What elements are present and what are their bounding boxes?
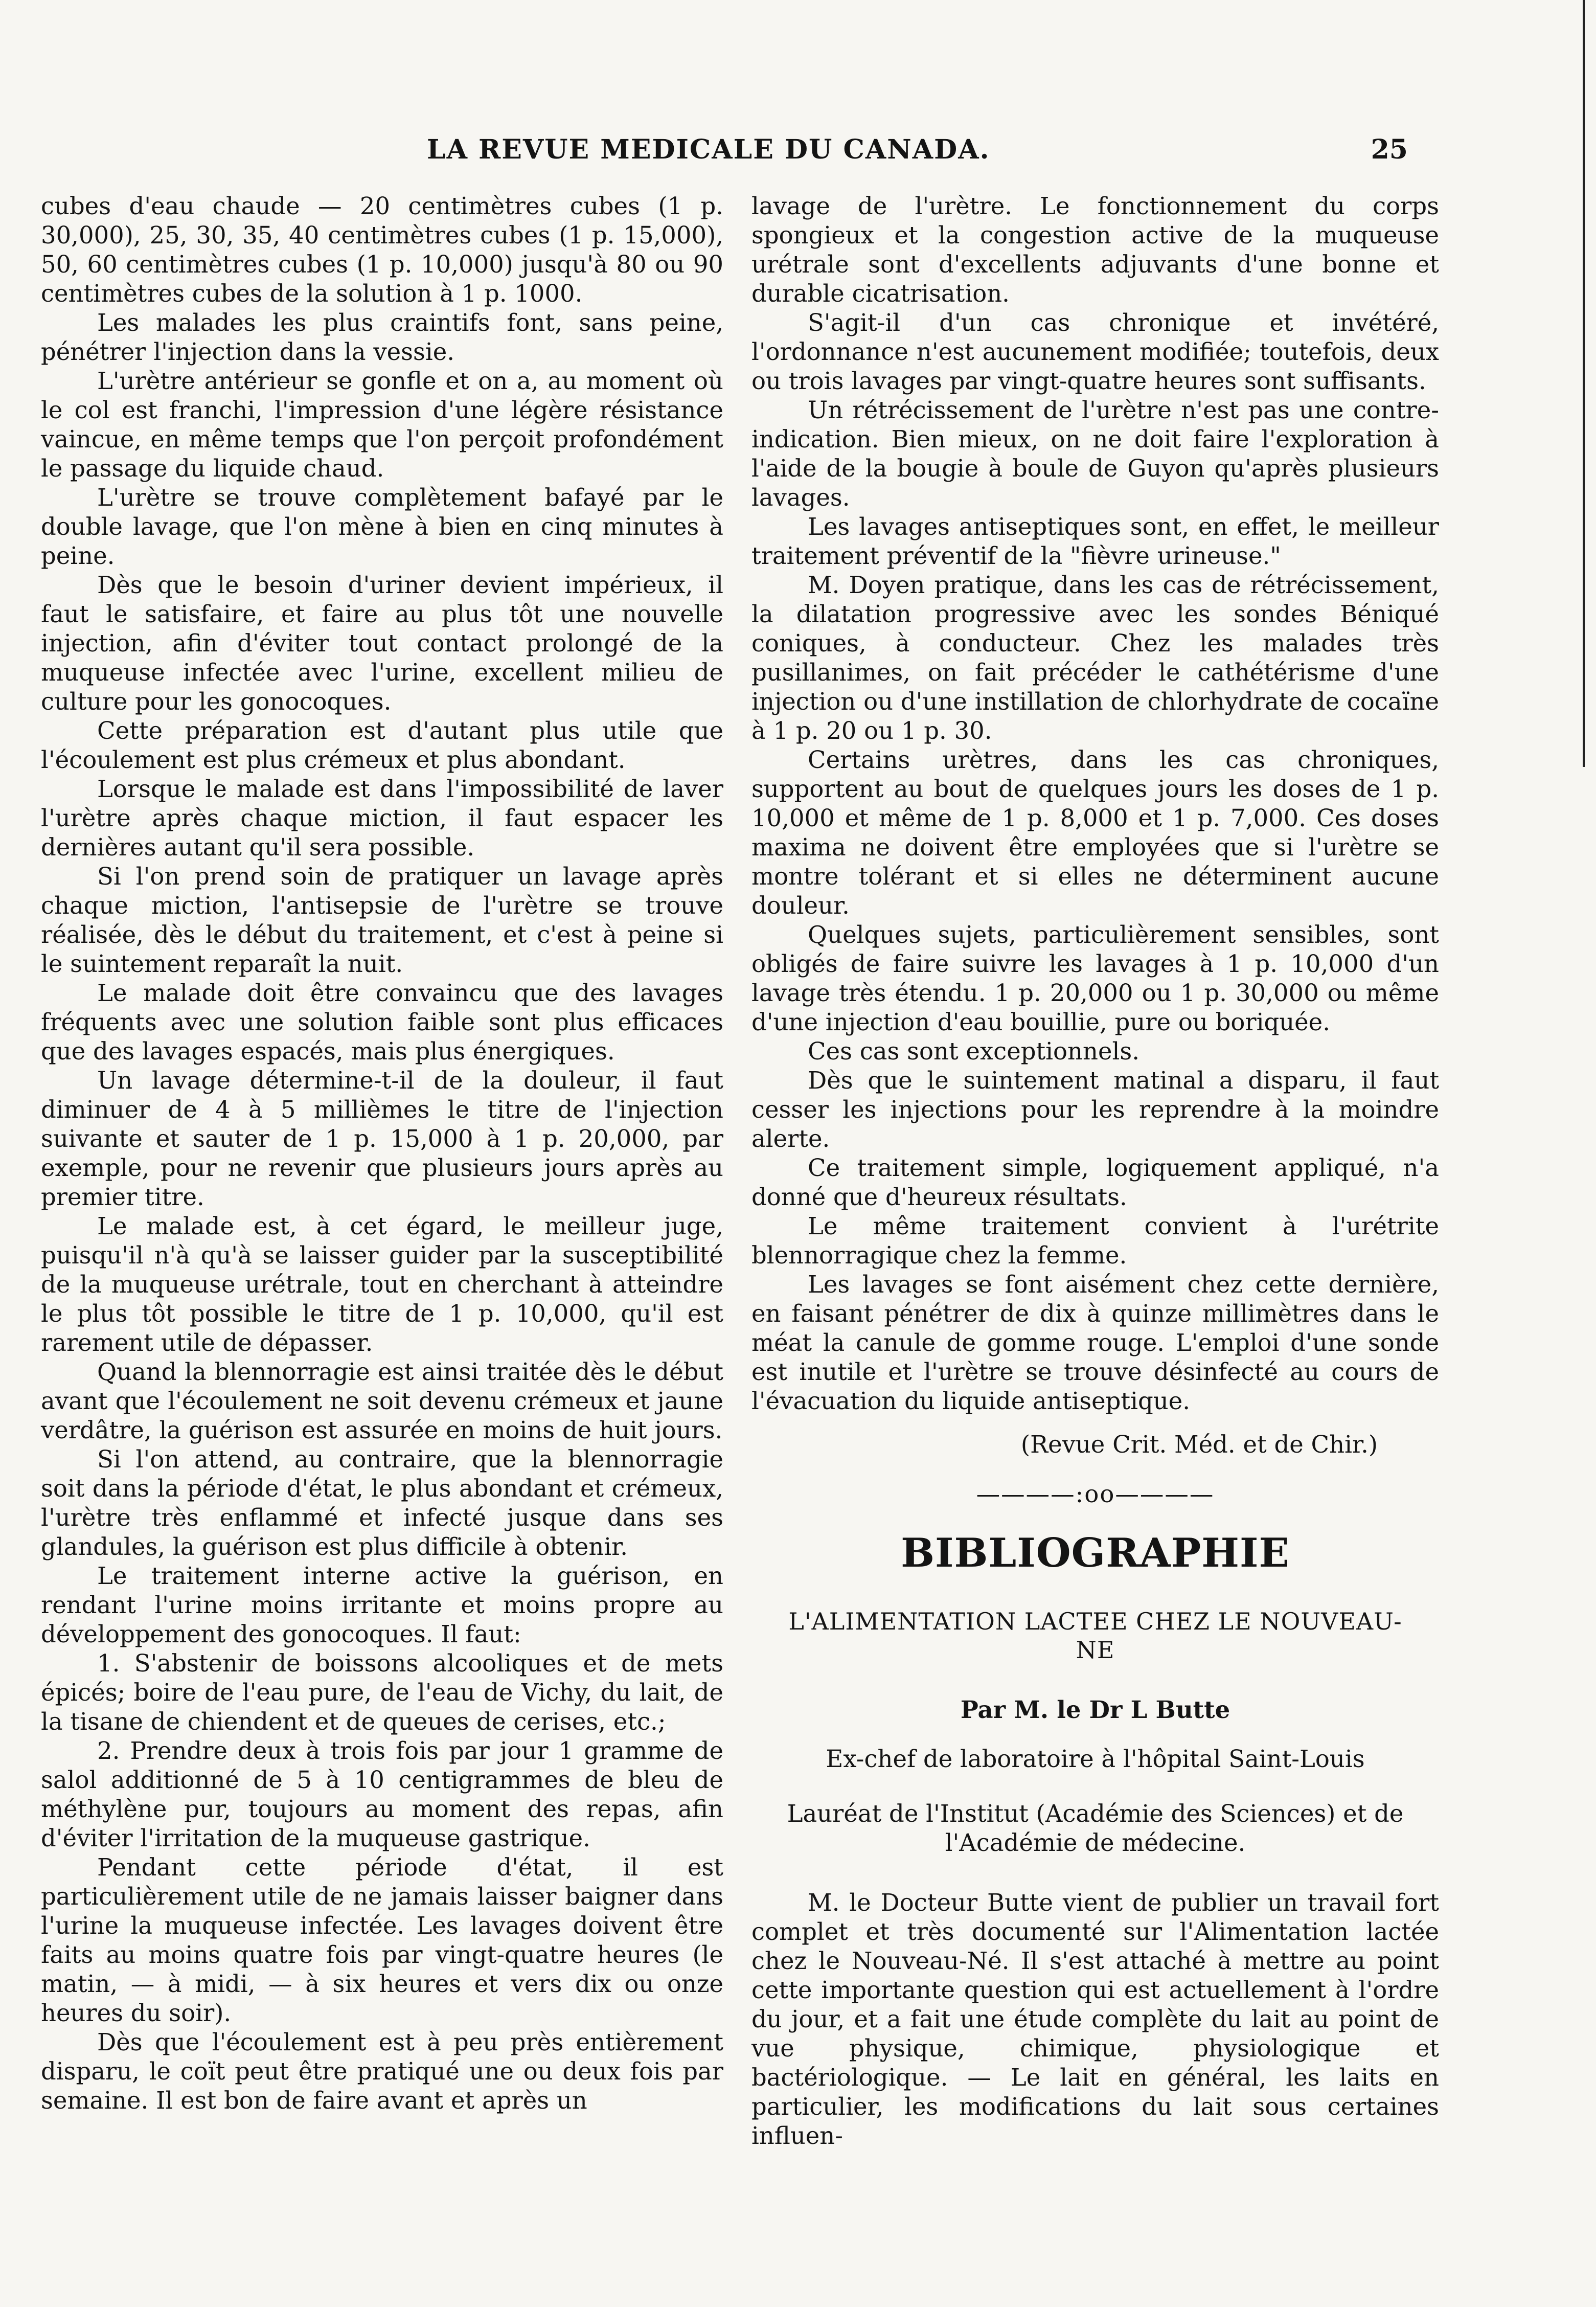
paragraph: Dès que le besoin d'uriner devient impérieux, il faut le satisfaire, et faire au plus tôt une nouvelle injection, afin d'éviter tout contact prolongé de la muqueuse infectée avec l'urine, excellent milieu de culture pour les gonocoques.	[41, 571, 723, 715]
paragraph: Les malades les plus craintifs font, sans peine, pénétrer l'injection dans la vessie.	[41, 309, 723, 366]
paragraph: S'agit-il d'un cas chronique et invétéré, l'ordonnance n'est aucunement modifiée; toutefois, deux ou trois lavages par vingt-quatre heures sont suffisants.	[751, 309, 1439, 395]
paragraph: Dès que l'écoulement est à peu près entièrement disparu, le coït peut être pratiqué une ou deux fois par semaine. Il est bon de faire avant et après un	[41, 2028, 723, 2114]
right-column	[751, 192, 1439, 2151]
paragraph: Si l'on attend, au contraire, que la blennorragie soit dans la période d'état, le plus abondant et crémeux, l'urètre très enflammé et infecté jusque dans ses glandules, la guérison est plus difficile à obtenir.	[41, 1445, 723, 1560]
paragraph: lavage de l'urètre. Le fonctionnement du corps spongieux et la congestion active de la muqueuse urétrale sont d'excellents adjuvants d'une bonne et durable cicatrisation.	[751, 192, 1439, 307]
paragraph: Les lavages se font aisément chez cette dernière, en faisant pénétrer de dix à quinze millimètres dans le méat la canule de gomme rouge. L'emploi d'une sonde est inutile et l'urètre se trouve désinfecté au cours de l'évacuation du liquide antiseptique.	[751, 1271, 1439, 1415]
paragraph: Si l'on prend soin de pratiquer un lavage après chaque miction, l'antisepsie de l'urètre se trouve réalisée, dès le début du traitement, et c'est à peine si le suintement reparaît la nuit.	[41, 863, 723, 978]
paragraph: Le traitement interne active la guérison, en rendant l'urine moins irritante et moins propre au développement des gonocoques. Il faut:	[41, 1562, 723, 1648]
source-citation: (Revue Crit. Méd. et de Chir.)	[1020, 1431, 1378, 1458]
paragraph: Cette préparation est d'autant plus utile que l'écoulement est plus crémeux et plus abondant.	[41, 717, 723, 774]
paragraph: cubes d'eau chaude — 20 centimètres cubes (1 p. 30,000), 25, 30, 35, 40 centimètres cubes (1 p. 15,000), 50, 60 centimètres cubes (1 p. 10,000) jusqu'à 80 ou 90 centimètres cubes de la solution à 1 p. 1000.	[41, 192, 723, 307]
paragraph: L'urètre antérieur se gonfle et on a, au moment où le col est franchi, l'impression d'une légère résistance vaincue, en même temps que l'on perçoit profondément le passage du liquide chaud.	[41, 367, 723, 482]
paragraph: Un lavage détermine-t-il de la douleur, il faut diminuer de 4 à 5 millièmes le titre de l'injection suivante et sauter de 1 p. 15,000 à 1 p. 20,000, par exemple, pour ne revenir que plusieurs jours après au premier titre.	[41, 1067, 723, 1211]
paragraph: Ces cas sont exceptionnels.	[808, 1037, 1139, 1065]
running-header	[0, 134, 1596, 175]
paragraph: Ce traitement simple, logiquement appliqué, n'a donné que d'heureux résultats.	[751, 1154, 1439, 1211]
paragraph: Quand la blennorragie est ainsi traitée dès le début avant que l'écoulement ne soit devenu crémeux et jaune verdâtre, la guérison est assurée en moins de huit jours.	[41, 1358, 723, 1444]
author-honors: Lauréat de l'Institut (Académie des Sciences) et de l'Académie de médecine.	[787, 1800, 1404, 1857]
article-title: L'ALIMENTATION LACTEE CHEZ LE NOUVEAU-NE	[788, 1608, 1402, 1664]
page-edge-line	[1583, 0, 1585, 767]
list-item: 1. S'abstenir de boissons alcooliques et de mets épicés; boire de l'eau pure, de l'eau de Vichy, du lait, de la tisane de chiendent et de queues de cerises, etc.;	[41, 1649, 723, 1735]
paragraph: Dès que le suintement matinal a disparu, il faut cesser les injections pour les reprendre à la moindre alerte.	[751, 1067, 1439, 1152]
paragraph: Certains urètres, dans les cas chroniques, supportent au bout de quelques jours les doses de 1 p. 10,000 et même de 1 p. 8,000 et 1 p. 7,000. Ces doses maxima ne doivent être employées que si l'urètre se montre tolérant et si elles ne déterminent aucune douleur.	[751, 746, 1439, 919]
section-divider: ————:oo————	[976, 1480, 1215, 1508]
paragraph: Le malade doit être convaincu que des lavages fréquents avec une solution faible sont plus efficaces que des lavages espacés, mais plus énergiques.	[41, 979, 723, 1065]
page-number: 25	[1371, 134, 1408, 165]
paragraph: Quelques sujets, particulièrement sensibles, sont obligés de faire suivre les lavages à 1 p. 10,000 d'un lavage très étendu. 1 p. 20,000 ou 1 p. 30,000 ou même d'une injection d'eau bouillie, pure ou boriquée.	[751, 921, 1439, 1036]
left-column	[41, 192, 723, 2115]
paragraph: L'urètre se trouve complètement bafayé par le double lavage, que l'on mène à bien en cinq minutes à peine.	[41, 484, 723, 570]
review-paragraph: M. le Docteur Butte vient de publier un travail fort complet et très documenté sur l'Alimentation lactée chez le Nouveau-Né. Il s'est attaché à mettre au point cette importante question qui est actuellement à l'ordre du jour, et a fait une étude complète du lait au point de vue physique, chimique, physiologique et bactériologique. — Le lait en général, les laits en particulier, les modifications du lait sous certaines influen-	[751, 1889, 1439, 2150]
paragraph: Le même traitement convient à l'urétrite blennorragique chez la femme.	[751, 1212, 1439, 1269]
paragraph: Les lavages antiseptiques sont, en effet, le meilleur traitement préventif de la "fièvre urineuse."	[751, 513, 1439, 570]
paragraph: Un rétrécissement de l'urètre n'est pas une contre-indication. Bien mieux, on ne doit faire l'exploration à l'aide de la bougie à boule de Guyon qu'après plusieurs lavages.	[751, 396, 1439, 511]
paragraph: Pendant cette période d'état, il est particulièrement utile de ne jamais laisser baigner dans l'urine la muqueuse infectée. Les lavages doivent être faits au moins quatre fois par vingt-quatre heures (le matin, — à midi, — à six heures et vers dix ou onze heures du soir).	[41, 1853, 723, 2027]
section-title: BIBLIOGRAPHIE	[901, 1530, 1290, 1576]
author-byline: Par M. le Dr L Butte	[960, 1695, 1230, 1724]
list-item: 2. Prendre deux à trois fois par jour 1 gramme de salol additionné de 5 à 10 centigrammes de bleu de méthylène pur, toujours au moment des repas, afin d'éviter l'irritation de la muqueuse gastrique.	[41, 1737, 723, 1852]
paragraph: Le malade est, à cet égard, le meilleur juge, puisqu'il n'à qu'à se laisser guider par la susceptibilité de la muqueuse urétrale, tout en cherchant à atteindre le plus tôt possible le titre de 1 p. 10,000, qu'il est rarement utile de dépasser.	[41, 1212, 723, 1356]
author-affiliation: Ex-chef de laboratoire à l'hôpital Saint-Louis	[826, 1745, 1365, 1773]
paragraph: Lorsque le malade est dans l'impossibilité de laver l'urètre après chaque miction, il faut espacer les dernières autant qu'il sera possible.	[41, 775, 723, 861]
running-title: LA REVUE MEDICALE DU CANADA.	[427, 134, 990, 165]
paragraph: M. Doyen pratique, dans les cas de rétrécissement, la dilatation progressive avec les sondes Béniqué coniques, à conducteur. Chez les malades très pusillanimes, on fait précéder le cathétérisme d'une injection ou d'une instillation de chlorhydrate de cocaïne à 1 p. 20 ou 1 p. 30.	[751, 571, 1439, 744]
